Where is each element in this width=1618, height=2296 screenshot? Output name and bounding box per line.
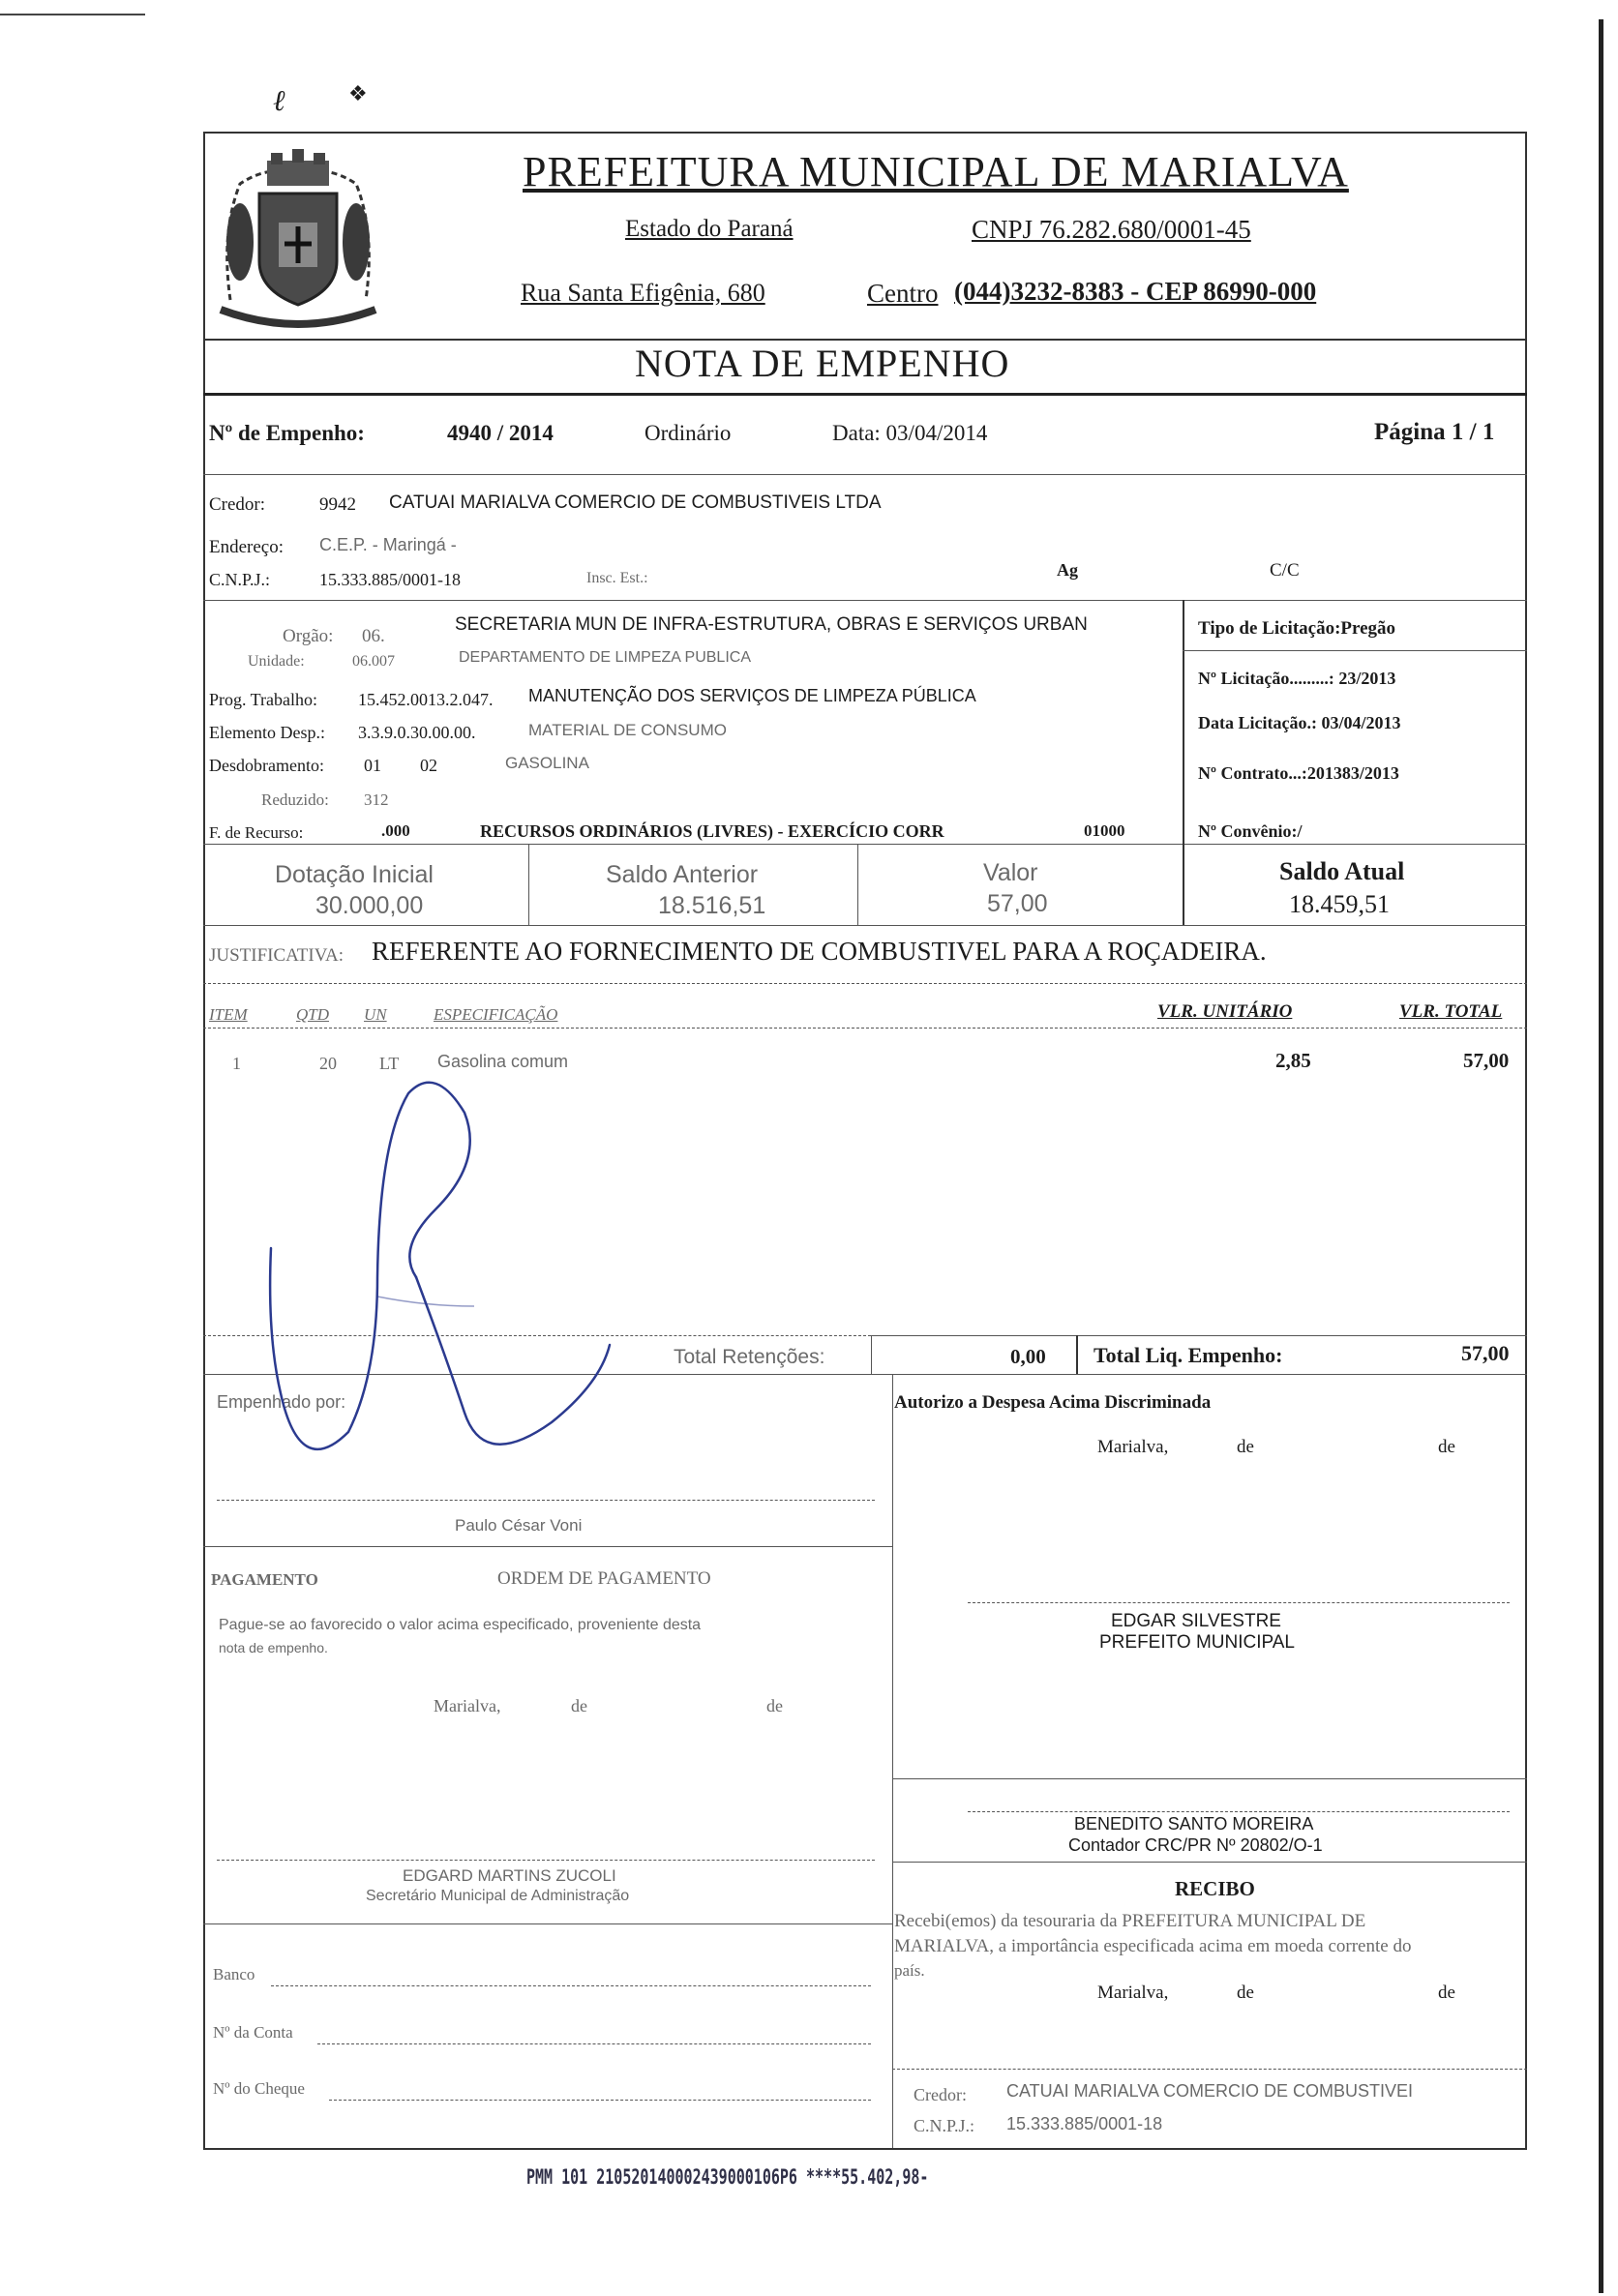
state-name: Estado do Paraná xyxy=(625,216,794,242)
recurso-fund-code: 01000 xyxy=(1084,821,1125,840)
header-street: Rua Santa Efigênia, 680 xyxy=(521,279,765,307)
row-unit-value: 2,85 xyxy=(1275,1049,1311,1072)
recibo-title: RECIBO xyxy=(1175,1877,1255,1900)
licitacao-contrato: Nº Contrato...:201383/2013 xyxy=(1198,763,1399,783)
justificativa-text: REFERENTE AO FORNECIMENTO DE COMBUSTIVEL PARA A ROÇADEIRA. xyxy=(372,937,1267,966)
prefeito-bottom-divider xyxy=(892,1778,1527,1779)
prefeito-title: PREFEITO MUNICIPAL xyxy=(1099,1632,1295,1653)
contador-sign-line xyxy=(968,1811,1510,1812)
elemento-desc: MATERIAL DE CONSUMO xyxy=(528,721,727,739)
licitacao-divider xyxy=(1183,600,1184,844)
credor-cnpj-label: C.N.P.J.: xyxy=(209,570,271,589)
saldo-col-1 xyxy=(528,844,529,925)
empenhado-bottom-divider xyxy=(203,1546,892,1547)
liquid-total-label: Total Liq. Empenho: xyxy=(1094,1343,1283,1367)
saldo-col-2 xyxy=(857,844,858,925)
footer-stamp: PMM 101 210520140002439000106P6 ****55.402,98- xyxy=(526,2164,929,2190)
desdobramento-label: Desdobramento: xyxy=(209,756,324,775)
ordem-text-2: nota de empenho. xyxy=(219,1640,328,1655)
recibo-text-1: Recebi(emos) da tesouraria da PREFEITURA MUNICIPAL DE xyxy=(894,1911,1366,1931)
signature-center-divider xyxy=(892,1374,893,2148)
recibo-credor-label: Credor: xyxy=(914,2085,967,2104)
address-label: Endereço: xyxy=(209,537,285,557)
totals-col-1 xyxy=(871,1335,872,1374)
contador-name: BENEDITO SANTO MOREIRA xyxy=(1074,1814,1314,1834)
recibo-sign-line xyxy=(892,2069,1527,2070)
prefeito-name: EDGAR SILVESTRE xyxy=(1111,1611,1281,1631)
recurso-label: F. de Recurso: xyxy=(209,823,304,842)
elemento-code: 3.3.9.0.30.00.00. xyxy=(358,723,476,742)
dotacao-value: 30.000,00 xyxy=(315,892,424,919)
recibo-de-1: de xyxy=(1237,1983,1254,2003)
col-header-item: ITEM xyxy=(209,1005,248,1024)
ordem-de-1: de xyxy=(571,1696,587,1715)
conta-label: Nº da Conta xyxy=(213,2023,293,2042)
recibo-text-2: MARIALVA, a importância especificada acima em moeda corrente do xyxy=(894,1936,1412,1956)
empenho-number: 4940 / 2014 xyxy=(447,421,554,445)
justificativa-label: JUSTIFICATIVA: xyxy=(209,945,345,966)
prefeito-sign-line xyxy=(968,1602,1510,1603)
desdobramento-a: 01 xyxy=(364,756,381,775)
row-qtd: 20 xyxy=(319,1054,337,1073)
credor-insc: Insc. Est.: xyxy=(586,570,648,586)
col-header-un: UN xyxy=(364,1005,387,1024)
header-cnpj: CNPJ 76.282.680/0001-45 xyxy=(972,215,1251,244)
empenhado-label: Empenhado por: xyxy=(217,1392,346,1412)
ordem-text-1: Pague-se ao favorecido o valor acima especificado, proveniente desta xyxy=(219,1617,702,1633)
retencoes-label: Total Retenções: xyxy=(674,1346,825,1368)
orgao-code: 06. xyxy=(362,626,385,646)
row-spec: Gasolina comum xyxy=(437,1052,569,1071)
scan-edge-bar xyxy=(1599,19,1603,2293)
licitacao-data: Data Licitação.: 03/04/2013 xyxy=(1198,713,1401,732)
cheque-label: Nº do Cheque xyxy=(213,2079,305,2098)
pagamento-label: PAGAMENTO xyxy=(211,1570,318,1589)
prog-desc: MANUTENÇÃO DOS SERVIÇOS DE LIMPEZA PÚBLICA xyxy=(528,686,976,705)
page-counter: Página 1 / 1 xyxy=(1374,419,1495,445)
corner-mark: ℓ xyxy=(273,85,285,117)
secretario-title: Secretário Municipal de Administração xyxy=(366,1888,630,1904)
saldo-divider xyxy=(203,925,1527,926)
saldo-anterior-value: 18.516,51 xyxy=(658,892,766,919)
col-header-unit-value: VLR. UNITÁRIO xyxy=(1157,1001,1293,1022)
banco-label: Banco xyxy=(213,1965,255,1983)
coat-of-arms-icon xyxy=(211,145,385,339)
unidade-code: 06.007 xyxy=(352,653,395,670)
handwritten-signature-icon xyxy=(232,1064,619,1490)
col-header-spec: ESPECIFICAÇÃO xyxy=(434,1005,558,1024)
prog-label: Prog. Trabalho: xyxy=(209,690,318,709)
dotacao-label: Dotação Inicial xyxy=(275,861,434,888)
items-header-divider xyxy=(203,1028,1527,1029)
ordem-city: Marialva, xyxy=(434,1696,501,1715)
saldo-anterior-label: Saldo Anterior xyxy=(606,861,759,888)
autorizo-text: Autorizo a Despesa Acima Discriminada xyxy=(894,1392,1212,1413)
credor-divider xyxy=(203,600,1527,601)
secretario-name: EDGARD MARTINS ZUCOLI xyxy=(403,1866,616,1885)
empenho-divider xyxy=(203,474,1527,475)
bank-agency-label: Ag xyxy=(1057,560,1078,580)
bank-account-label: C/C xyxy=(1270,560,1300,581)
prog-code: 15.452.0013.2.047. xyxy=(358,690,494,709)
municipality-title: PREFEITURA MUNICIPAL DE MARIALVA xyxy=(523,148,1349,195)
orgao-desc: SECRETARIA MUN DE INFRA-ESTRUTURA, OBRAS E SERVIÇOS URBAN xyxy=(455,614,1088,635)
cheque-field-line[interactable] xyxy=(329,2100,871,2101)
credor-cnpj: 15.333.885/0001-18 xyxy=(319,570,461,589)
recurso-desc: RECURSOS ORDINÁRIOS (LIVRES) - EXERCÍCIO CORR xyxy=(480,821,944,841)
title-divider xyxy=(203,393,1527,396)
licitacao-convenio: Nº Convênio:/ xyxy=(1198,821,1303,841)
licitacao-tipo: Tipo de Licitação:Pregão xyxy=(1198,618,1396,639)
totals-col-2 xyxy=(1076,1335,1078,1374)
recibo-cnpj-value: 15.333.885/0001-18 xyxy=(1006,2114,1163,2133)
row-item: 1 xyxy=(232,1054,241,1073)
reduzido-label: Reduzido: xyxy=(261,790,329,809)
conta-field-line[interactable] xyxy=(317,2043,871,2044)
unidade-label: Unidade: xyxy=(248,653,305,670)
empenhado-sign-line xyxy=(217,1500,875,1501)
banco-field-line[interactable] xyxy=(271,1985,871,1986)
row-un: LT xyxy=(379,1054,400,1073)
secretario-sign-line xyxy=(217,1860,875,1861)
unidade-desc: DEPARTAMENTO DE LIMPEZA PUBLICA xyxy=(459,649,751,666)
header-phone-cep: (044)3232-8383 - CEP 86990-000 xyxy=(954,277,1317,306)
totals-top-divider xyxy=(871,1335,1527,1336)
empenhado-name: Paulo César Voni xyxy=(455,1516,583,1535)
valor-label: Valor xyxy=(983,859,1038,886)
saldo-atual-label: Saldo Atual xyxy=(1279,857,1405,885)
recibo-city: Marialva, xyxy=(1097,1983,1169,2003)
credor-address: C.E.P. - Maringá - xyxy=(319,535,457,554)
elemento-label: Elemento Desp.: xyxy=(209,723,325,742)
saldo-atual-value: 18.459,51 xyxy=(1289,890,1390,918)
credor-name: CATUAI MARIALVA COMERCIO DE COMBUSTIVEIS LTDA xyxy=(389,492,882,513)
credor-label: Credor: xyxy=(209,494,266,515)
retencoes-value: 0,00 xyxy=(1010,1345,1046,1368)
sheet-edge-line xyxy=(0,14,145,15)
recibo-de-2: de xyxy=(1438,1983,1455,2003)
ordem-de-2: de xyxy=(766,1696,783,1715)
orgao-label: Orgão: xyxy=(283,626,334,646)
empenho-date: Data: 03/04/2014 xyxy=(832,421,988,445)
desdobramento-desc: GASOLINA xyxy=(505,754,589,772)
secretario-bottom-divider xyxy=(203,1923,892,1924)
recurso-code: .000 xyxy=(381,821,410,840)
licitacao-numero: Nº Licitação.........: 23/2013 xyxy=(1198,669,1396,688)
desdobramento-b: 02 xyxy=(420,756,437,775)
col-header-total-value: VLR. TOTAL xyxy=(1399,1001,1503,1022)
liquid-total-value: 57,00 xyxy=(1461,1341,1510,1365)
justificativa-divider xyxy=(203,983,1527,984)
header-district: Centro xyxy=(867,279,939,308)
contador-bottom-divider xyxy=(892,1862,1527,1863)
recibo-credor-value: CATUAI MARIALVA COMERCIO DE COMBUSTIVEI xyxy=(1006,2081,1414,2101)
recibo-text-3: país. xyxy=(894,1961,925,1980)
valor-value: 57,00 xyxy=(987,890,1048,917)
credor-code: 9942 xyxy=(319,494,356,515)
header-divider xyxy=(203,339,1527,341)
empenho-type: Ordinário xyxy=(644,421,732,445)
autorizo-de-1: de xyxy=(1237,1437,1254,1457)
document-title: NOTA DE EMPENHO xyxy=(635,342,1010,385)
col-header-qtd: QTD xyxy=(296,1005,330,1024)
ordem-pagamento-title: ORDEM DE PAGAMENTO xyxy=(497,1568,711,1589)
autorizo-city: Marialva, xyxy=(1097,1437,1169,1457)
recurso-divider xyxy=(203,844,1527,845)
recibo-cnpj-label: C.N.P.J.: xyxy=(914,2116,975,2135)
reduzido-code: 312 xyxy=(364,790,389,809)
corner-mark-2: ❖ xyxy=(348,81,368,105)
saldo-col-3 xyxy=(1183,844,1184,925)
empenho-number-label: Nº de Empenho: xyxy=(209,421,365,445)
contador-title: Contador CRC/PR Nº 20802/O-1 xyxy=(1068,1835,1323,1855)
licitacao-tipo-divider xyxy=(1183,650,1527,651)
autorizo-de-2: de xyxy=(1438,1437,1455,1457)
row-total-value: 57,00 xyxy=(1463,1049,1510,1072)
